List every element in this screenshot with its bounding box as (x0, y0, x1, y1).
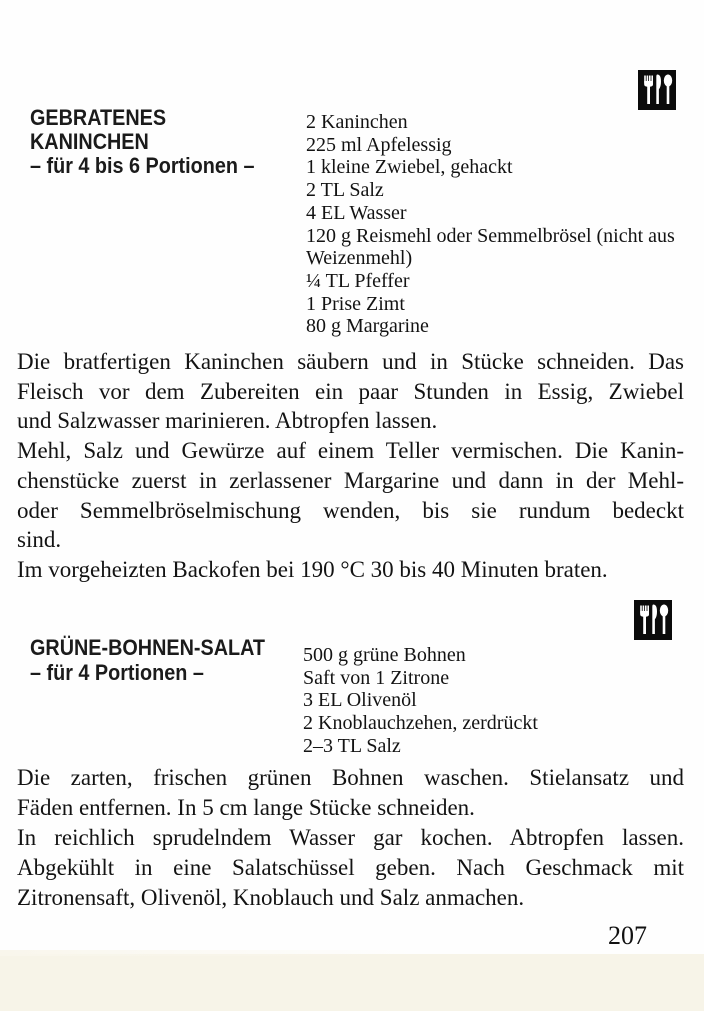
instruction-line: chenstücke zuerst in zerlassener Margarine und dann in der Mehl- (17, 467, 684, 493)
ingredient-line: 4 EL Wasser (306, 201, 407, 224)
ingredient-line: 225 ml Apfelessig (306, 133, 452, 156)
instruction-line: Im vorgeheizten Backofen bei 190 °C 30 bis 40 Minuten braten. (17, 556, 608, 582)
ingredient-line: 1 Prise Zimt (306, 292, 405, 315)
ingredient-line: 500 g grüne Bohnen (303, 644, 466, 666)
recipe-2-ingredients (303, 644, 538, 758)
scan-edge-strip (0, 954, 704, 1011)
ingredient-line: 80 g Margarine (306, 315, 429, 338)
page-number: 207 (608, 921, 647, 950)
ingredient-line: 2 Knoblauchzehen, zerdrückt (303, 712, 538, 735)
recipe-2-header (30, 636, 265, 684)
recipe-2-instructions (17, 763, 684, 913)
ingredient-line: 1 kleine Zwiebel, gehackt (306, 156, 513, 179)
ingredient-line: 120 g Reismehl oder Semmelbrösel (nicht aus (306, 224, 675, 247)
ingredient-line: 2 Kaninchen (306, 111, 408, 133)
instruction-line: Mehl, Salz und Gewürze auf einem Teller vermischen. Die Kanin- (17, 438, 684, 464)
recipe-title-line: GRÜNE-BOHNEN-SALAT (30, 635, 266, 660)
instruction-line: und Salzwasser marinieren. Abtropfen lassen. (17, 408, 438, 434)
instruction-line: Zitronensaft, Olivenöl, Knoblauch und Salz anmachen. (17, 885, 525, 910)
instruction-line: Fleisch vor dem Zubereiten ein paar Stunden in Essig, Zwiebel (17, 378, 684, 404)
recipe-1-instructions (17, 347, 684, 585)
recipe-1-header (30, 106, 254, 178)
ingredient-line: 2–3 TL Salz (303, 734, 401, 757)
instruction-line: Fäden entfernen. In 5 cm lange Stücke schneiden. (17, 795, 475, 820)
recipe-2-title (30, 636, 265, 660)
ingredient-line: Saft von 1 Zitrone (303, 666, 450, 689)
instruction-line: oder Semmelbröselmischung wenden, bis sie rundum bedeckt (17, 497, 684, 523)
instruction-line: sind. (17, 527, 62, 553)
recipe-title-line: GEBRATENES (30, 105, 167, 130)
recipe-title-line: KANINCHEN (30, 128, 149, 154)
ingredient-line: Weizenmehl) (306, 247, 413, 270)
ingredient-line: 2 TL Salz (306, 179, 384, 202)
instruction-line: In reichlich sprudelndem Wasser gar kochen. Abtropfen lassen. (17, 825, 684, 850)
instruction-line: Abgekühlt in eine Salatschüssel geben. Nach Geschmack mit (17, 855, 684, 880)
ingredient-line: ¼ TL Pfeffer (306, 269, 410, 292)
recipe-2-portions: – für 4 Portionen – (30, 659, 204, 685)
ingredient-line: 3 EL Olivenöl (303, 689, 417, 712)
instruction-line: Die zarten, frischen grünen Bohnen waschen. Stielansatz und (17, 765, 684, 790)
recipe-1-portions: – für 4 bis 6 Portionen – (30, 153, 255, 178)
recipe-1-title (30, 106, 254, 153)
cutlery-icon (634, 600, 672, 640)
cutlery-icon (638, 70, 676, 110)
instruction-line: Die bratfertigen Kaninchen säubern und in Stücke schneiden. Das (17, 349, 684, 374)
recipe-1-ingredients (306, 111, 675, 338)
